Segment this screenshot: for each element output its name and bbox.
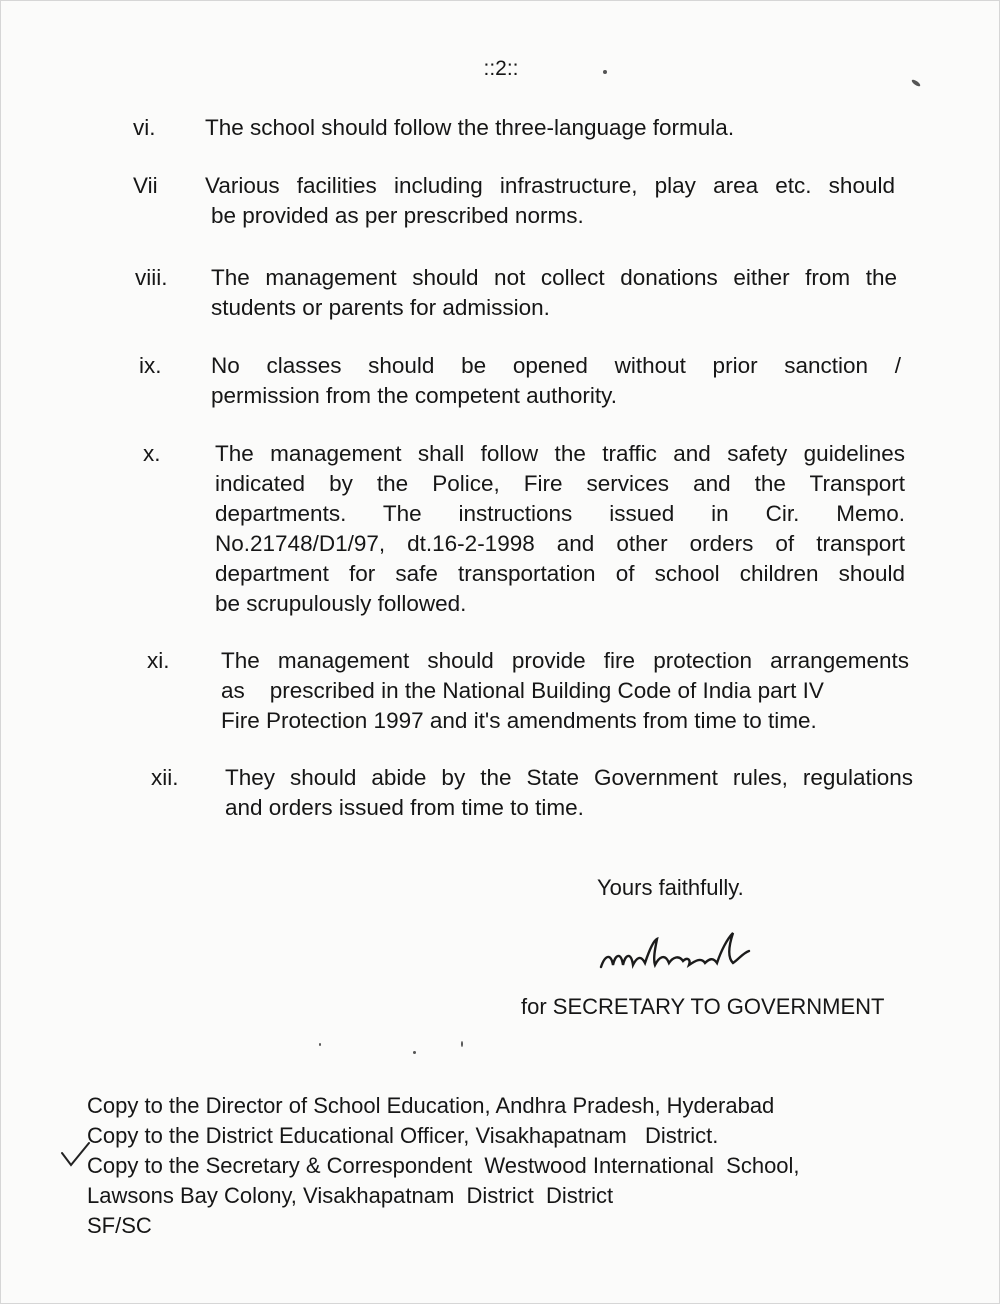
copy-line: Copy to the Director of School Education, Andhra Pradesh, Hyderabad [87,1093,775,1118]
item-line: as prescribed in the National Building Code of India part IV [221,678,824,703]
item-line: department for safe transportation of school children should [215,561,905,586]
item-number: xii. [151,765,179,790]
item-number: ix. [139,353,162,378]
item-text [205,113,805,143]
item-line: No classes should be opened without prior sanction / [211,353,901,378]
item-text [225,763,913,823]
scan-speck [319,1043,321,1046]
item-number: xi. [147,648,170,673]
item-line: Fire Protection 1997 and it's amendments from time to time. [221,708,817,733]
item-text [211,263,897,323]
item-line: The management should provide fire protection arrangements [221,648,909,673]
signature [593,921,773,985]
item-number: vi. [133,115,156,140]
signatory: for SECRETARY TO GOVERNMENT [521,994,885,1019]
item-number: x. [143,441,161,466]
item-line: The school should follow the three-language formula. [205,115,735,140]
item-line: permission from the competent authority. [211,383,618,408]
item-number: viii. [135,265,168,290]
item-line: be scrupulously followed. [215,591,467,616]
copy-line: Copy to the Secretary & Correspondent Westwood International School, [87,1153,800,1178]
copy-line: Lawsons Bay Colony, Visakhapatnam District District [87,1183,614,1208]
scan-speck [413,1051,416,1054]
signature-icon [593,921,773,985]
page-number: ::2:: [483,57,519,80]
item-line: students or parents for admission. [211,295,550,320]
closing-text: Yours faithfully. [597,875,744,900]
item-text [211,351,901,411]
copy-line: SF/SC [87,1213,152,1238]
item-line: indicated by the Police, Fire services and the Transport [215,471,905,496]
item-line: Various facilities including infrastructure, play area etc. should [205,173,895,198]
item-text [221,646,909,736]
item-text [205,171,895,231]
item-number: Vii [133,173,158,198]
item-line: be provided as per prescribed norms. [211,203,584,228]
item-line: The management shall follow the traffic and safety guidelines [215,441,905,466]
item-line: They should abide by the State Government rules, regulations [225,765,913,790]
scan-speck [603,70,607,74]
copy-list [87,1091,927,1241]
item-line: No.21748/D1/97, dt.16-2-1998 and other orders of transport [215,531,905,556]
item-text [215,439,905,619]
scan-speck [461,1041,463,1047]
item-line: departments. The instructions issued in Cir. Memo. [215,501,905,526]
copy-line: Copy to the District Educational Officer, Visakhapatnam District. [87,1123,719,1148]
item-line: The management should not collect donations either from the [211,265,897,290]
item-line: and orders issued from time to time. [225,795,584,820]
